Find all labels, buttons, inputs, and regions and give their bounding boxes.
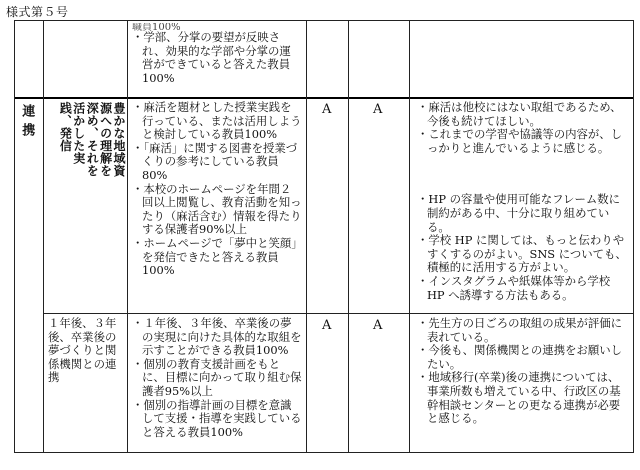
row1-goal-text: 豊かな地域資源への理解を深め、それを活かした実践、発信 [58, 102, 126, 177]
col-border-2 [127, 20, 128, 453]
row2-comment-1: ・今後も、関係機関との連携をお願いしたい。 [417, 343, 623, 371]
row2-goal: １年後、３年後、卒業後の夢づくりと関係機関との連携 [48, 316, 117, 385]
section-label: 連携 [19, 104, 35, 142]
row2-rating-self: A [322, 318, 332, 333]
row-divider-2 [43, 313, 634, 314]
row1-criteria [132, 101, 302, 278]
row1-criteria-item-3: ・ホームページで「夢中と笑顔」を発信できたと答える教員 100% [132, 235, 297, 278]
col-border-6 [633, 20, 634, 453]
form-number-label: 様式第５号 [6, 5, 69, 19]
row2-criteria [132, 317, 302, 439]
row2-criteria-item-1: ・個別の教育支援計画をもとに、目標に向かって取り組む保護者95%以上 [132, 356, 302, 398]
row2-comments [417, 317, 628, 426]
row2-rating-school: A [373, 318, 383, 333]
row1-rating-self: A [322, 102, 332, 117]
row1-goal [47, 102, 125, 202]
row2-criteria-item-2: ・個別の指導計画の目標を意識して支援・指導を実践していると答える教員100% [132, 397, 302, 439]
row1-criteria-item-1: ・「麻活」に関する図書を授業づくりの参考にしている教員80% [132, 140, 298, 182]
table-top-border [14, 20, 634, 21]
table-bottom-border [14, 452, 634, 453]
row2-criteria-item-0: ・１年後、３年後、卒業後の夢の実現に向けた具体的な取組を示すことができる教員100% [132, 316, 302, 358]
col-border-1 [43, 20, 44, 453]
row0-fragment: 職員100% [132, 23, 181, 31]
row1-rating-school: A [373, 102, 383, 117]
row-divider-1 [14, 97, 634, 99]
row1-comments [417, 101, 628, 302]
row1-criteria-item-2: ・本校のホームページを年間２回以上閲覧し、教育活動を知ったり（麻活含む）情報を得たりする保護者90%以上 [132, 181, 302, 237]
row1-criteria-item-0: ・麻活を題材とした授業実践を行っている、または活用しようと検討している教員100% [132, 100, 302, 142]
col-border-4 [348, 20, 349, 453]
col-border-3 [306, 20, 307, 453]
row1-comment-3: ・学校 HP に関しては、もっと伝わりやすくするのがよい。SNS についても、積極的に活用する方がよい。 [417, 233, 627, 275]
row2-comment-2: ・地域移行(卒業)後の連携については、事業所数も増えている中、行政区の基幹相談センターとの更なる連携が必要と感じる。 [417, 370, 621, 426]
row1-comment-1: ・これまでの学習や協議等の内容が、しっかりと進んでいるように感じる。 [417, 127, 623, 155]
row1-comment-0: ・麻活は他校にはない取組であるため、今後も続けてほしい。 [417, 100, 622, 128]
row0-criteria [132, 23, 302, 85]
row2-comment-0: ・先生方の日ごろの取組の成果が評価に表れている。 [417, 316, 623, 344]
comment-gap [417, 155, 628, 193]
col-border-0 [14, 20, 15, 453]
row0-criteria-item: ・学部、分掌の要望が反映され、効果的な学部や分掌の運営ができていると答えた教員 100% [132, 30, 291, 85]
col-border-5 [409, 20, 410, 453]
row1-comment-2: ・HP の容量や使用可能なフレーム数に制約がある中、十分に取り組めている。 [417, 192, 621, 234]
row1-comment-4: ・インスタグラムや紙媒体等から学校 HP へ誘導する方法もある。 [417, 273, 611, 302]
